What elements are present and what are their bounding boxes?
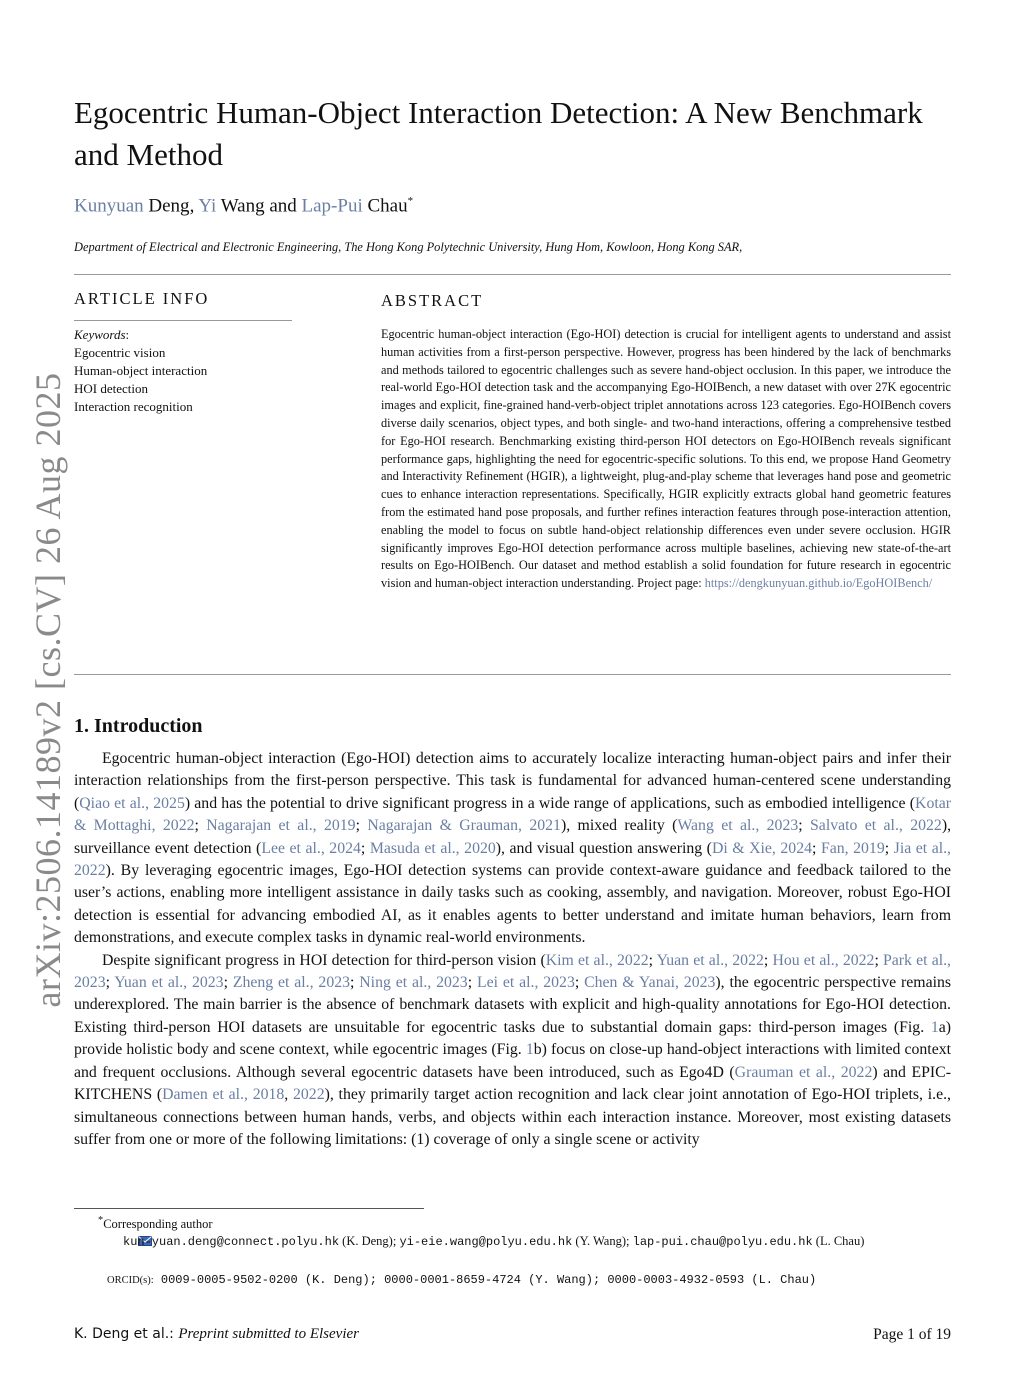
author-list [74, 195, 413, 217]
keyword-item: Egocentric vision [74, 345, 166, 360]
paragraph-text: Egocentric human-object interaction (Ego-HOI) detection aims to accurately localize interacting human-object pairs and infer their interaction relationships from the first-person perspective. This task is fundamental for advanced human-centered scene understanding ( [74, 750, 951, 812]
citation-link[interactable]: 1 [525, 1041, 534, 1059]
citation-link[interactable]: 1 [930, 1018, 939, 1036]
citation-link[interactable]: Kim et al., 2022 [545, 951, 649, 969]
author-last-name: Deng [148, 195, 190, 217]
citation-link[interactable]: Fan, 2019 [820, 839, 885, 857]
section-heading-introduction: 1. Introduction [74, 715, 203, 737]
citation-link[interactable]: Jia et al., 2022 [74, 839, 951, 880]
citation-link[interactable]: Zheng et al., 2023 [232, 974, 351, 992]
orcid-values: 0009-0005-9502-0200 (K. Deng); 0000-0001-8659-4724 (Y. Wang); 0000-0003-4932-0593 (L. Chau) [153, 1273, 817, 1287]
citation-link[interactable]: Di & Xie, 2024 [711, 839, 813, 857]
paragraph-text: ; [105, 974, 115, 992]
author-separator: , [189, 195, 199, 217]
header-rule [74, 274, 951, 275]
footer-authors: K. Deng et al.: [74, 1326, 174, 1342]
paragraph-text: ; [467, 974, 477, 992]
paragraph-text: ; [355, 817, 368, 835]
orcid-label: ORCID(s): [107, 1275, 154, 1286]
citation-link[interactable]: Yuan et al., 2023 [114, 974, 224, 992]
author-separator: and [264, 195, 302, 217]
footer-page-number: Page 1 of 19 [873, 1326, 951, 1343]
email-owner: (K. Deng); [339, 1234, 400, 1248]
paragraph-text: Despite significant progress in HOI detection for third-person vision ( [102, 951, 546, 969]
email-footnote [74, 1232, 951, 1251]
paragraph-text: b) focus on close-up hand-object interactions with limited context and frequent occlusions. Although several egocentric datasets have been introduced, such as Ego4D ( [74, 1041, 951, 1081]
abstract-rule [74, 674, 951, 675]
paragraph-text: a) provide holistic body and scene context, while egocentric images (Fig. [74, 1018, 951, 1059]
corresponding-mark: * [407, 195, 414, 207]
paragraph-2 [74, 950, 951, 1152]
footnote-rule [74, 1208, 424, 1209]
citation-link[interactable]: Salvato et al., 2022 [810, 817, 942, 835]
paragraph-text: ), and visual question answering ( [495, 839, 712, 857]
envelope-icon [106, 1233, 120, 1243]
paragraph-text: ; [648, 951, 657, 969]
corresponding-footnote: *Corresponding author [98, 1215, 213, 1232]
introduction-body [74, 748, 951, 1151]
keywords-label: Keywords [74, 327, 126, 342]
paragraph-text: ; [223, 974, 233, 992]
email-link[interactable]: lap-pui.chau@polyu.edu.hk [632, 1235, 813, 1249]
author-first-name: Kunyuan [74, 195, 149, 217]
citation-link[interactable]: Wang et al., 2023 [677, 817, 799, 835]
paragraph-text: ; [574, 974, 585, 992]
abstract-text [381, 326, 951, 593]
email-link[interactable]: kun-yuan.deng@connect.polyu.hk [123, 1235, 340, 1249]
paragraph-text: ) and has the potential to drive significant progress in a wide range of applications, such as embodied intelligence ( [184, 794, 916, 812]
paragraph-text: , [284, 1086, 293, 1104]
paragraph-text: ), they primarily target action recognition and lack clear joint annotation of Ego-HOI triplets, i.e., simultaneous connections between human hands, verbs, and objects within each interaction instance. Moreover, most existing datasets suffer from one or more of the following limitations: (1) coverage of only a single scene or activity [74, 1086, 951, 1148]
affiliation: Department of Electrical and Electronic Engineering, The Hong Kong Polytechnic University, Hung Hom, Kowloon, Hong Kong SAR, [74, 240, 743, 254]
orcid-footnote [107, 1270, 947, 1290]
project-page-link[interactable]: https://dengkunyuan.github.io/EgoHOIBench/ [704, 576, 933, 591]
abstract-body: Egocentric human-object interaction (Ego-HOI) detection is crucial for intelligent agents to understand and assist human activities from a first-person perspective. However, progress has been hindered by the lack of benchmarks and methods tailored to egocentric challenges such as severe hand-object occlusion. In this paper, we introduce the real-world Ego-HOI detection task and the accompanying Ego-HOIBench, a new dataset with over 27K egocentric images and explicit, fine-grained hand-verb-object triplet annotations across 123 categories. Ego-HOIBench covers diverse daily scenarios, object types, and both single- and two-hand interactions, offering a comprehensive testbed for Ego-HOI research. Benchmarking existing third-person HOI detectors on Ego-HOIBench reveals significant performance gaps, highlighting the need for egocentric-specific solutions. To this end, we propose Hand Geometry and Interactivity Refinement (HGIR), a lightweight, plug-and-play scheme that leverages hand pose and geometric cues to enhance interaction representations. Specifically, HGIR explicitly extracts global hand geometric features from the estimated hand pose proposals, and further refines interaction features through pose-interaction attention, enabling the model to focus on subtle hand-object relationship differences even under severe occlusion. HGIR significantly improves Ego-HOI detection performance across multiple baselines, achieving new state-of-the-art results on Ego-HOIBench. Our dataset and method establish a solid foundation for future research in egocentric vision and human-object interaction understanding. Project page: [381, 327, 951, 591]
corresponding-text: Corresponding author [103, 1217, 213, 1232]
citation-link[interactable]: Park et al., 2023 [74, 951, 951, 992]
paragraph-text: ; [884, 839, 894, 857]
paragraph-text: ), surveillance event detection ( [74, 817, 952, 857]
email-owner: (Y. Wang); [572, 1234, 633, 1248]
citation-link[interactable]: Hou et al., 2022 [772, 951, 875, 969]
paragraph-text: ; [798, 817, 811, 835]
email-owner: (L. Chau) [812, 1234, 865, 1248]
article-info-heading: ARTICLE INFO [74, 289, 210, 308]
citation-link[interactable]: Grauman et al., 2022 [734, 1063, 873, 1081]
paragraph-text: ; [763, 951, 773, 969]
citation-link[interactable]: 2022 [293, 1086, 325, 1104]
paper-title: Egocentric Human-Object Interaction Detection: A New Benchmark and Method [74, 95, 923, 172]
author-last-name: Wang [220, 195, 265, 217]
paragraph-text: ; [874, 951, 883, 969]
keyword-item: Human-object interaction [74, 363, 208, 378]
paragraph-text: ) and EPIC-KITCHENS ( [74, 1063, 951, 1104]
paragraph-text: ; [350, 974, 360, 992]
arxiv-side-label: arXiv:2506.14189v2 [cs.CV] 26 Aug 2025 [28, 372, 68, 1008]
keyword-item: HOI detection [74, 381, 149, 396]
citation-link[interactable]: Masuda et al., 2020 [369, 839, 496, 857]
citation-link[interactable]: Damen et al., 2018 [162, 1086, 285, 1104]
paragraph-text: ), mixed reality ( [560, 817, 678, 835]
paragraph-text: ), the egocentric perspective remains underexplored. The main barrier is the absence of benchmark datasets with explicit and high-quality annotations for Ego-HOI detection. Existing third-person HOI datasets are unsuitable for egocentric tasks due to substantial domain gaps: third-person images (Fig. [74, 974, 952, 1036]
paragraph-text: ; [360, 839, 370, 857]
citation-link[interactable]: Nagarajan et al., 2019 [206, 817, 356, 835]
email-link[interactable]: yi-eie.wang@polyu.edu.hk [399, 1235, 573, 1249]
citation-link[interactable]: Chen & Yanai, 2023 [584, 974, 716, 992]
citation-link[interactable]: Lee et al., 2024 [261, 839, 361, 857]
citation-link[interactable]: Lei et al., 2023 [476, 974, 575, 992]
citation-link[interactable]: Ning et al., 2023 [359, 974, 468, 992]
author-last-name: Chau [367, 195, 408, 217]
citation-link[interactable]: Qiao et al., 2025 [79, 794, 185, 812]
citation-link[interactable]: Nagarajan & Grauman, 2021 [367, 817, 561, 835]
paragraph-text: ). By leveraging egocentric images, Ego-HOI detection systems can provide context-aware guidance and feedback tailored to the user’s actions, enabling more intelligent assistance in daily tasks such as cooking, assembly, and navigation. Moreover, robust Ego-HOI detection is essential for advancing embodied AI, as it enables agents to better understand and imitate human behaviors, learn from demonstrations, and execute complex tasks in dynamic real-world environments. [74, 862, 951, 947]
keyword-item: Interaction recognition [74, 399, 193, 414]
author-first-name: Lap-Pui [301, 195, 368, 217]
keywords-block: Keywords: Egocentric vision Human-object interaction HOI detection Interaction recognition [74, 327, 208, 414]
paragraph-text: ; [194, 817, 207, 835]
citation-link[interactable]: Yuan et al., 2022 [656, 951, 764, 969]
citation-link[interactable]: Kotar & Mottaghi, 2022 [74, 794, 951, 835]
article-info-rule [74, 320, 292, 321]
footer-left [74, 1326, 359, 1343]
paragraph-text: ; [812, 839, 821, 857]
paragraph-1 [74, 748, 951, 950]
abstract-heading: ABSTRACT [381, 291, 484, 310]
footer-venue: Preprint submitted to Elsevier [178, 1326, 359, 1342]
author-first-name: Yi [198, 195, 221, 217]
